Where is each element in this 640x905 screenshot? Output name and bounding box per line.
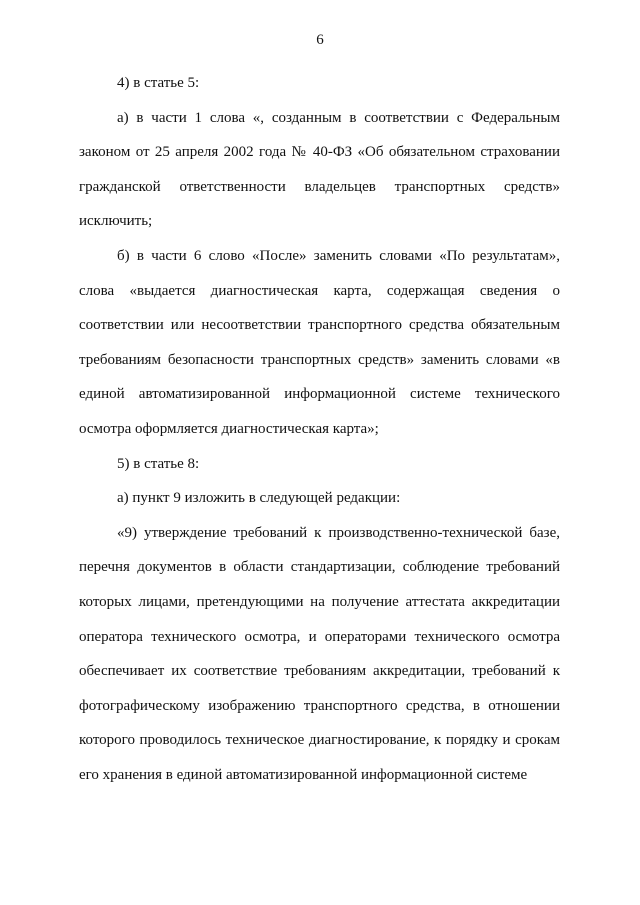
paragraph-article-8: 5) в статье 8: — [117, 455, 200, 472]
paragraph-article-8-item-9-text: «9) утверждение требований к производственно-технической базе, перечня документов в области стандартизации, соблюдение требований которых лицами, претендующими на получение аттестата аккредитации оператора технического осмотра, и операторами технического осмотра обеспечивает их соответствие требованиям аккредитации, требований к фотографическому изображению транспортного средства, в отношении которого проводилось техническое диагностирование, к порядку и срокам его хранения в единой автоматизированной информационной системе — [79, 524, 560, 783]
paragraph-article-8-item-9-intro: а) пункт 9 изложить в следующей редакции: — [117, 490, 401, 507]
document-body — [79, 66, 560, 792]
page-number: 6 — [316, 32, 324, 48]
paragraph-article-5-part-6: б) в части 6 слово «После» заменить словами «По результатам», слова «выдается диагностическая карта, содержащая сведения о соответствии или несоответствии транспортного средства обязательным требованиям безопасности транспортных средств» заменить словами «в единой автоматизированной информационной системе технического осмотра оформляется диагностическая карта»; — [79, 247, 560, 437]
paragraph-article-5-part-1: а) в части 1 слова «, созданным в соответствии с Федеральным законом от 25 апреля 2002 года № 40-ФЗ «Об обязательном страховании гражданской ответственности владельцев транспортных средств» исключить; — [79, 109, 560, 230]
paragraph-article-5: 4) в статье 5: — [117, 75, 200, 91]
